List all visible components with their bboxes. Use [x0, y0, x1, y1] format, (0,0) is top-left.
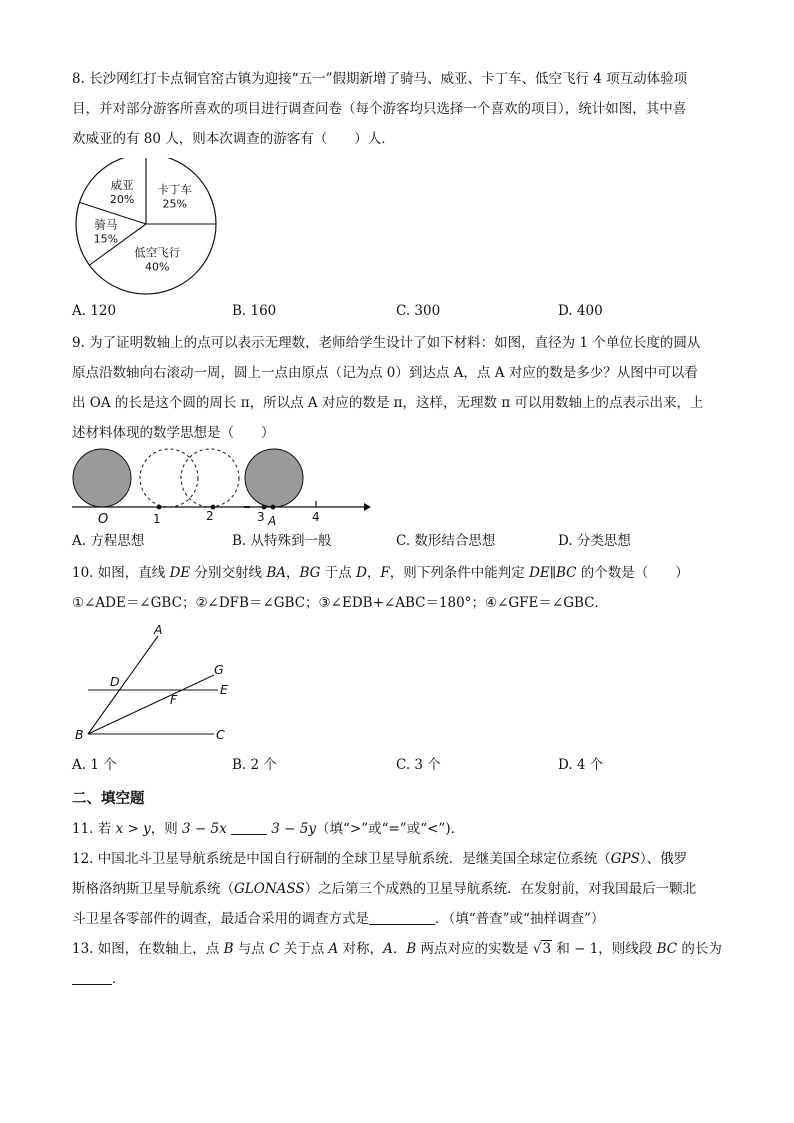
- ray-bg: [88, 675, 214, 734]
- q13-text: 两点对应的实数是: [416, 941, 533, 957]
- q10-option-a[interactable]: A. 1 个: [72, 757, 117, 773]
- q10-option-c[interactable]: C. 3 个: [396, 757, 441, 773]
- question-9: [72, 328, 722, 554]
- label-a: A: [268, 514, 277, 528]
- q8-option-b[interactable]: B. 160: [232, 303, 277, 319]
- q10-option-d[interactable]: D. 4 个: [558, 757, 604, 773]
- q13-radicand: 3: [542, 941, 552, 957]
- exam-page: [72, 64, 722, 994]
- q13-ab: A．B: [383, 941, 417, 957]
- q8-line-1: 8. 长沙网红打卡点铜官窑古镇为迎接“五一”假期新增了骑马、威亚、卡丁车、低空飞行 4 项互动体验项: [72, 71, 688, 87]
- q12-text: 斗卫星各零部件的调查，最适合采用的调查方式是: [72, 911, 369, 927]
- lines-figure: [72, 622, 262, 752]
- q8-options: [72, 298, 722, 324]
- q13-text: 和 − 1，则线段: [552, 941, 657, 957]
- q11-answer-blank[interactable]: [231, 818, 267, 835]
- q9-line-1: 9. 为了证明数轴上的点可以表示无理数，老师给学生设计了如下材料：如图，直径为 1 个单位长度的圆从: [72, 335, 701, 351]
- q13-c: C: [269, 941, 280, 957]
- q10-ba: BA: [266, 565, 287, 581]
- q8-option-c[interactable]: C. 300: [396, 303, 441, 319]
- axis-arrow: [364, 503, 371, 511]
- q13-a: A: [328, 941, 339, 957]
- q10-f: F: [380, 565, 390, 581]
- label-2: 2: [206, 509, 214, 523]
- q8-option-d[interactable]: D. 400: [558, 303, 603, 319]
- label-e: E: [220, 682, 228, 697]
- q9-option-c[interactable]: C. 数形结合思想: [396, 533, 496, 549]
- pie-category-label: 低空飞行: [134, 245, 181, 260]
- label-f: F: [170, 692, 178, 707]
- q10-text: 10. 如图，直线: [72, 565, 170, 581]
- label-3: 3: [257, 510, 265, 524]
- q13-text: 对称，: [338, 941, 384, 957]
- pie-value-label: 15%: [93, 232, 119, 246]
- question-10: [72, 558, 722, 778]
- point-a: [271, 505, 276, 510]
- q10-parallel: DE∥BC: [529, 565, 577, 581]
- label-o: O: [98, 512, 109, 527]
- q9-line-4: 述材料体现的数学思想是（ ）: [72, 425, 275, 441]
- question-13: [72, 934, 722, 994]
- q13-text: 的长为: [677, 941, 722, 957]
- q12-text: ．（填“普查”或“抽样调查”）: [435, 911, 605, 927]
- point-1: [157, 505, 162, 510]
- pie-category-label: 骑马: [94, 217, 118, 232]
- rolling-circle-figure: [72, 448, 372, 528]
- q9-option-b[interactable]: B. 从特殊到一般: [232, 533, 332, 549]
- label-b: B: [75, 727, 84, 742]
- q12-gps: GPS: [610, 851, 640, 867]
- q9-options: [72, 528, 722, 554]
- q10-options: [72, 752, 722, 778]
- q8-line-3: 欢威亚的有 80 人，则本次调查的游客有（ ）人．: [72, 131, 395, 147]
- question-12: [72, 844, 722, 934]
- q13-text: ．: [112, 971, 126, 987]
- q12-text: 12. 中国北斗卫星导航系统是中国自行研制的全球卫星导航系统．是继美国全球定位系统（: [72, 851, 611, 867]
- q10-bg: BG: [299, 565, 321, 581]
- pie-value-label: 25%: [162, 197, 187, 211]
- q11-text: （填“>”或“=”或“<”)．: [315, 821, 465, 837]
- label-c: C: [216, 727, 225, 742]
- section-title-fill-blank: 二、填空题: [72, 791, 145, 807]
- q11-text: 11. 若: [72, 821, 116, 837]
- q13-answer-blank[interactable]: [72, 968, 112, 985]
- q11-left-expr: 3 − 5x: [182, 821, 227, 837]
- rolling-circle-2: [181, 449, 239, 507]
- q10-line-1: [72, 558, 722, 588]
- q8-line-2: 目，并对部分游客所喜欢的项目进行调查问卷（每个游客均只选择一个喜欢的项目），统计如图，其中喜: [72, 101, 687, 117]
- question-11: [72, 814, 722, 844]
- q12-line-1: [72, 844, 722, 874]
- q10-d: D: [356, 565, 367, 581]
- q10-text: ，: [366, 565, 381, 581]
- q11-right-expr: 3 − 5y: [271, 821, 316, 837]
- q12-answer-blank[interactable]: [369, 908, 435, 925]
- q13-b: B: [223, 941, 234, 957]
- q12-line-3: [72, 904, 722, 934]
- q11-text: ，则: [150, 821, 182, 837]
- q12-line-2: [72, 874, 722, 904]
- q11-condition: x > y: [115, 821, 151, 837]
- q10-text: ，: [286, 565, 300, 581]
- pie-value-label: 40%: [145, 260, 170, 274]
- q10-text: 的个数是（ ）: [576, 565, 689, 581]
- q12-glonass: GLONASS: [234, 881, 305, 897]
- start-circle: [73, 449, 131, 507]
- q13-bc: BC: [656, 941, 678, 957]
- q10-option-b[interactable]: B. 2 个: [232, 757, 277, 773]
- q13-text: 与点: [233, 941, 270, 957]
- pie-value-label: 20%: [109, 193, 135, 207]
- question-8: [72, 64, 722, 324]
- pie-chart: [72, 158, 272, 298]
- q10-de: DE: [169, 565, 191, 581]
- q10-text: ，则下列条件中能判定: [389, 565, 530, 581]
- q9-option-d[interactable]: D. 分类思想: [558, 533, 631, 549]
- label-d: D: [110, 674, 120, 689]
- q13-line-1: [72, 934, 722, 964]
- q12-text: 斯格洛纳斯卫星导航系统（: [72, 881, 234, 897]
- sqrt-symbol: √3: [532, 941, 552, 957]
- q8-option-a[interactable]: A. 120: [72, 303, 117, 319]
- label-g: G: [214, 662, 224, 677]
- q9-line-3: 出 OA 的长是这个圆的周长 π，所以点 A 对应的数是 π，这样，无理数 π 可以用数轴上的点表示出来，上: [72, 395, 704, 411]
- q9-option-a[interactable]: A. 方程思想: [72, 533, 145, 549]
- point-3: [262, 505, 267, 510]
- pie-category-label: 威亚: [110, 178, 134, 193]
- q12-text: ）、俄罗: [639, 851, 688, 867]
- q13-line-2: [72, 964, 722, 994]
- end-circle: [245, 449, 303, 507]
- label-1: 1: [153, 512, 161, 526]
- q10-conditions: ①∠ADE＝∠GBC；②∠DFB＝∠GBC；③∠EDB+∠ABC＝180°；④∠GFE＝∠GBC．: [72, 595, 608, 611]
- label-4: 4: [312, 510, 320, 524]
- q13-text: 13. 如图，在数轴上，点: [72, 941, 224, 957]
- ray-ba: [88, 636, 158, 734]
- q13-text: 关于点: [279, 941, 329, 957]
- q10-text: 分别交射线: [190, 565, 267, 581]
- q9-line-2: 原点沿数轴向右滚动一周，圆上一点由原点（记为点 0）到达点 A，点 A 对应的数是多少？从图中可以看: [72, 365, 698, 381]
- q12-text: ）之后第三个成熟的卫星导航系统．在发射前，对我国最后一颗北: [304, 881, 697, 897]
- label-a: A: [154, 622, 163, 637]
- pie-category-label: 卡丁车: [157, 182, 192, 197]
- q10-text: 于点: [320, 565, 357, 581]
